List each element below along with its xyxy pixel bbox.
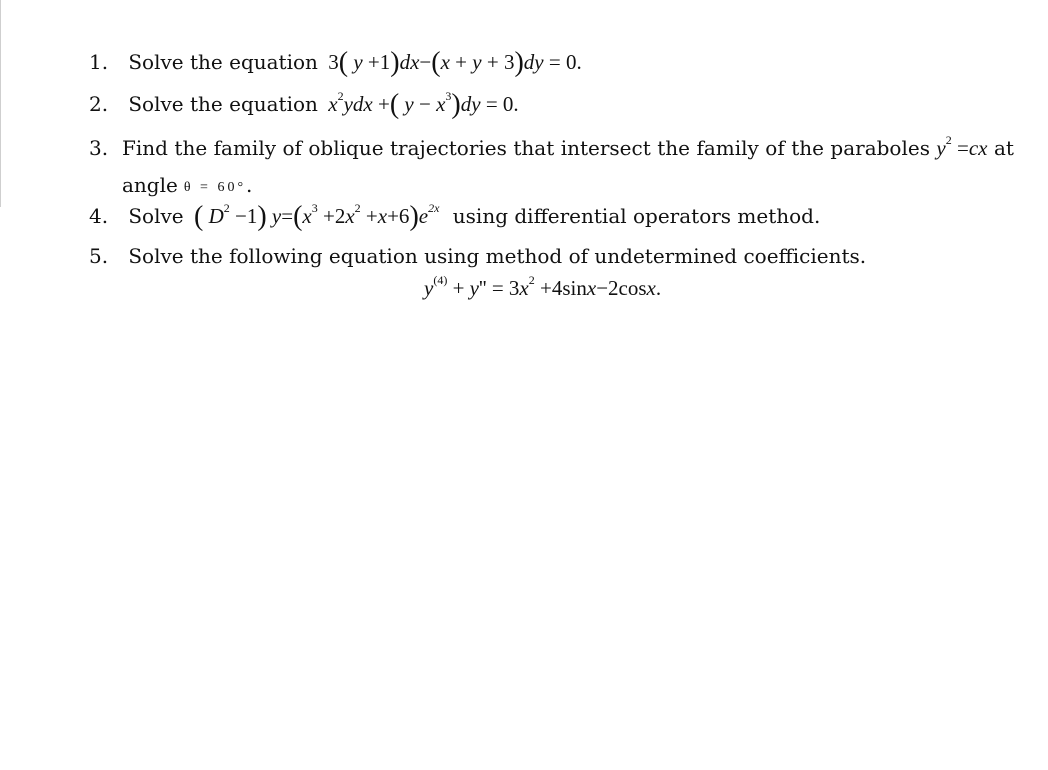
question-text: angle xyxy=(122,173,178,197)
eq-var-x: x xyxy=(328,92,338,116)
eq-var-x: x xyxy=(646,276,656,300)
left-paren: ( xyxy=(293,201,303,232)
right-paren: ) xyxy=(390,47,400,78)
eq-exponent: 2x xyxy=(428,201,440,215)
word: family xyxy=(696,136,759,160)
eq-var-x: x xyxy=(436,92,446,116)
eq-dy: dy xyxy=(460,92,481,116)
eq-minus-one: −1 xyxy=(235,204,258,228)
eq-plus-two: +2 xyxy=(323,204,346,228)
eq-var-x: x xyxy=(302,204,312,228)
eq-var-y: y xyxy=(271,204,282,228)
word: family xyxy=(213,136,277,160)
question-3-line-2 xyxy=(122,173,252,197)
eq-primes: '' xyxy=(479,276,487,300)
eq-plus: + xyxy=(455,50,468,74)
eq-minus-two: −2 xyxy=(596,276,619,300)
word: of xyxy=(282,136,302,160)
equation xyxy=(328,47,582,78)
question-text xyxy=(122,133,1014,160)
eq-ydx: ydx xyxy=(343,92,373,116)
question-number: 5. xyxy=(89,244,109,268)
eq-var-y: y xyxy=(469,276,479,300)
word: paraboles xyxy=(830,136,930,160)
word: the xyxy=(657,136,690,160)
question-4 xyxy=(89,201,821,232)
eq-sin: sin xyxy=(562,276,587,300)
question-number: 4. xyxy=(89,204,109,228)
right-paren: ) xyxy=(409,201,419,232)
eq-var-D: D xyxy=(208,204,224,228)
left-paren: ( xyxy=(194,201,204,232)
word: that xyxy=(513,136,555,160)
angle-expression: θ = 60° xyxy=(183,180,247,195)
eq-plus: + xyxy=(486,50,499,74)
question-text-tail: using differential operators method. xyxy=(452,204,821,228)
question-text: Solve the equation xyxy=(128,92,318,116)
equation xyxy=(194,201,440,232)
equation xyxy=(328,89,519,120)
eq-zero: 0. xyxy=(565,50,582,74)
eq-plus: + xyxy=(367,50,380,74)
eq-plus-four: +4 xyxy=(540,276,563,300)
left-paren: ( xyxy=(338,47,349,78)
eq-equals: = xyxy=(957,136,969,160)
eq-exponent: 3 xyxy=(311,201,318,215)
question-text: Solve the equation xyxy=(128,50,318,74)
left-paren: ( xyxy=(389,89,400,120)
eq-var-x: x xyxy=(440,50,450,74)
right-paren: ) xyxy=(257,201,267,232)
eq-exponent: 2 xyxy=(354,201,361,215)
eq-equals: = xyxy=(548,50,561,74)
eq-period: . xyxy=(655,276,662,300)
right-paren: ) xyxy=(514,47,524,78)
left-paren: ( xyxy=(431,47,441,78)
eq-cx: cx xyxy=(968,136,988,160)
word: trajectories xyxy=(390,136,507,160)
eq-var-x: x xyxy=(519,276,529,300)
eq-var-y: y xyxy=(936,136,946,160)
eq-var-x: x xyxy=(345,204,355,228)
word: Find xyxy=(122,136,168,160)
question-3 xyxy=(89,133,1014,160)
eq-coef: 3 xyxy=(328,50,339,74)
eq-cos: cos xyxy=(618,276,647,300)
eq-equals: = xyxy=(281,204,294,228)
question-text: Solve xyxy=(128,204,184,228)
eq-plus-six: +6 xyxy=(387,204,410,228)
period: . xyxy=(246,173,253,197)
question-3-line-1 xyxy=(89,133,1014,160)
word: of xyxy=(765,136,785,160)
eq-plus: + xyxy=(378,92,390,116)
eq-var-y: y xyxy=(404,92,414,116)
question-5 xyxy=(89,246,866,266)
question-2 xyxy=(89,89,519,120)
eq-exponent: 2 xyxy=(528,273,535,287)
word: intersect xyxy=(560,136,651,160)
eq-var-y: y xyxy=(353,50,363,74)
eq-one: 1 xyxy=(379,50,391,74)
eq-exponent: 2 xyxy=(223,201,230,215)
question-number: 2. xyxy=(89,92,109,116)
eq-minus: − xyxy=(419,50,432,74)
word: the xyxy=(791,136,824,160)
eq-exponent: 3 xyxy=(445,89,452,103)
word: the xyxy=(174,136,208,160)
word: at xyxy=(993,136,1014,160)
eq-minus: − xyxy=(419,92,431,116)
eq-exponent: 2 xyxy=(945,133,952,147)
eq-var-y: y xyxy=(424,276,434,300)
eq-three: 3 xyxy=(503,50,515,74)
eq-var-x: x xyxy=(377,204,388,228)
eq-dy: dy xyxy=(523,50,544,74)
eq-dx: dx xyxy=(399,50,420,74)
eq-zero: 0. xyxy=(502,92,519,116)
right-paren: ) xyxy=(451,89,461,120)
eq-var-y: y xyxy=(472,50,482,74)
equation xyxy=(936,133,988,160)
eq-equals: = xyxy=(491,276,504,300)
eq-exponent: 2 xyxy=(337,89,344,103)
eq-equals: = xyxy=(485,92,498,116)
eq-plus: + xyxy=(365,204,378,228)
eq-var-x: x xyxy=(586,276,597,300)
question-number: 1. xyxy=(89,50,109,74)
question-1 xyxy=(89,47,582,78)
equation xyxy=(424,273,662,301)
question-number: 3. xyxy=(89,136,109,160)
word: oblique xyxy=(308,136,384,160)
question-text: Solve the following equation using method of undetermined coefficients. xyxy=(128,244,867,268)
eq-plus: + xyxy=(452,276,465,300)
eq-var-e: e xyxy=(418,204,429,228)
eq-three: 3 xyxy=(508,276,520,300)
eq-exponent: (4) xyxy=(433,273,448,287)
